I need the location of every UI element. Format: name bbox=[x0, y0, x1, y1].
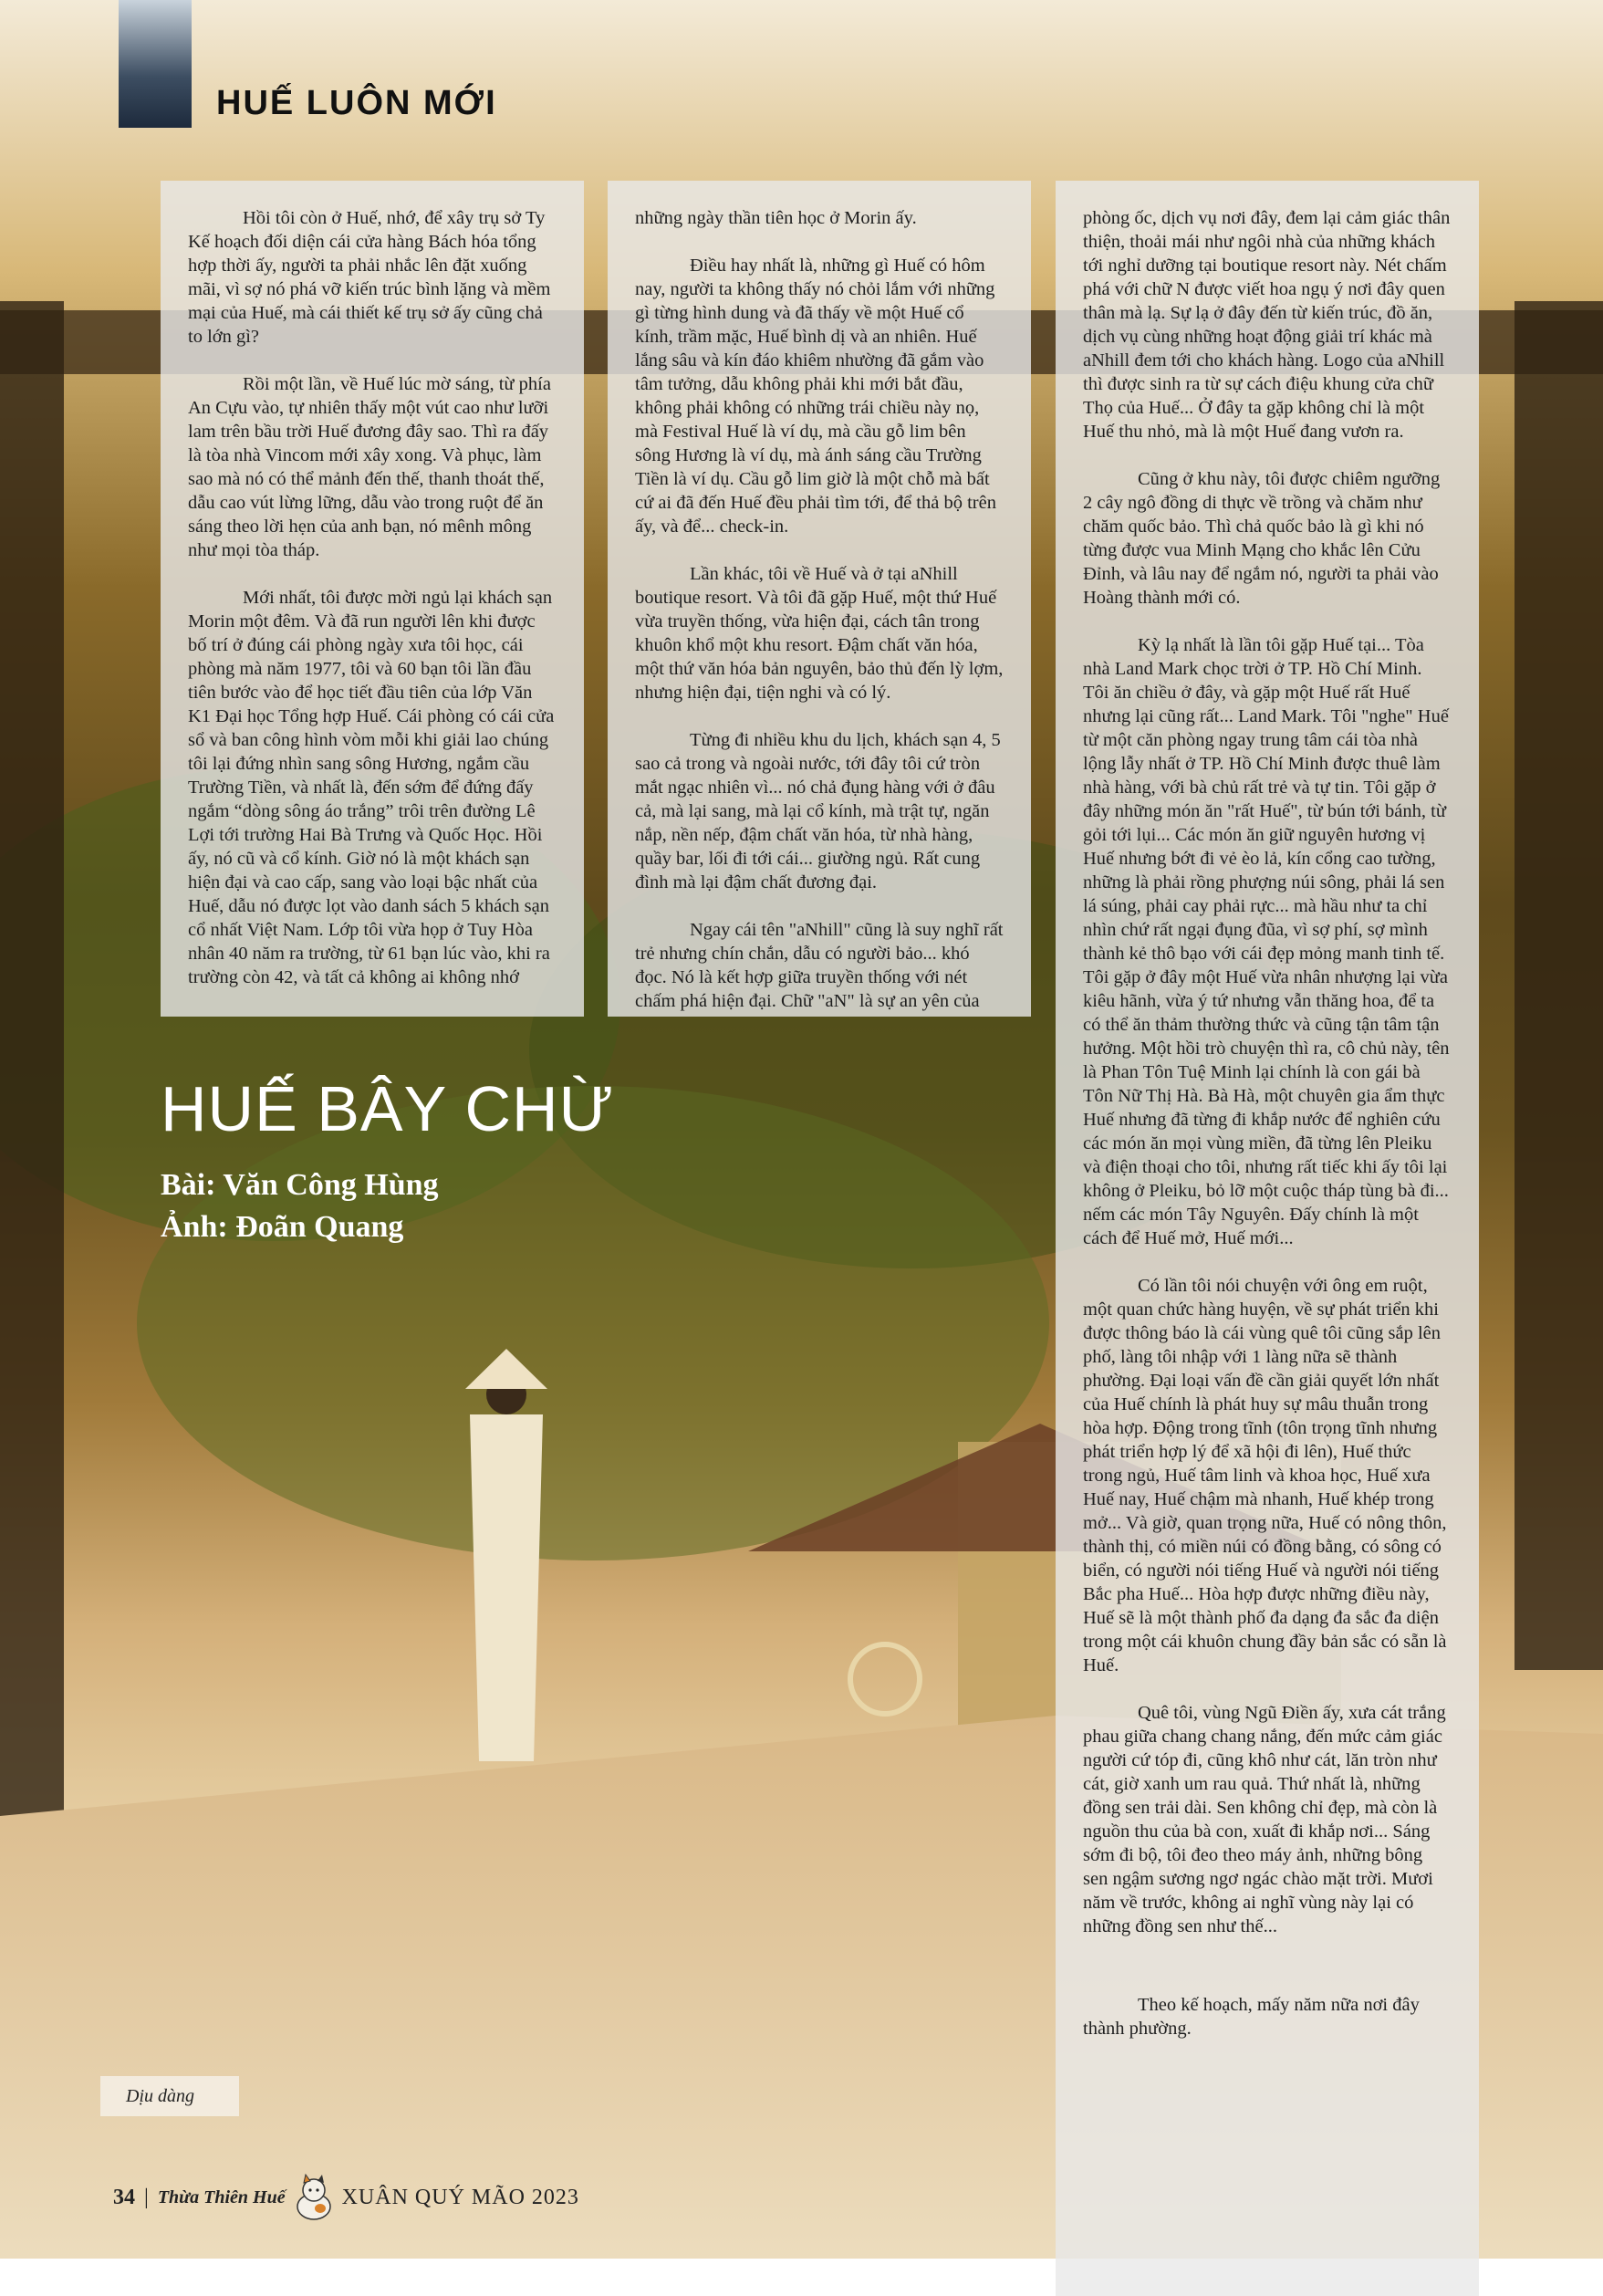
author-credit: Bài: Văn Công Hùng bbox=[161, 1168, 439, 1202]
text-column-1 bbox=[161, 181, 584, 1017]
article-title: HUẾ BÂY CHỪ bbox=[161, 1073, 615, 1144]
paragraph: Kỳ lạ nhất là lần tôi gặp Huế tại... Tòa nhà Land Mark chọc trời ở TP. Hồ Chí Minh. Tôi ăn chiều ở đây, và gặp một Huế rất Huế nhưng lại cũng rất... Land Mark. Tôi "nghe" Huế từ một căn phòng ngay trung tâm cái tòa nhà lộng lẫy nhất ở TP. Hồ Chí Minh được thuê làm nhà hàng, với bà chủ rất trẻ và tự tin. Tôi gặp ở đây những món ăn "rất Huế", từ bún tới bánh, từ gỏi tới lụi... Các món ăn giữ nguyên hương vị Huế nhưng bớt đi vẻ èo lả, kín cổng cao tường, những là phải rồng phượng núi sông, phải lá sen lá súng, phải cay phải rực... mà hầu như ta chỉ nhìn chứ rất ngại đụng đũa, vì sợ phí, sợ mình thành kẻ thô bạo với cái đẹp mỏng manh tinh tế. Tôi gặp ở đây một Huế vừa nhân nhượng lại vừa kiêu hãnh, vừa ý tứ nhưng vẫn thăng hoa, để ta có thể ăn thảm thường thức và cũng tận tâm tận hưởng. Một hồi trò chuyện thì ra, cô chủ này, tên là Phan Tôn Tuệ Minh lại chính là con gái bà Tôn Nữ Thị Hà. Bà Hà, một chuyên gia ẩm thực Huế nhưng đã từng đi khắp nước để nghiên cứu các món ăn mọi vùng miền, đã từng lên Pleiku và điện thoại cho tôi, nhưng rất tiếc khi ấy tôi lại không ở Pleiku, bỏ lỡ một cuộc tháp tùng bà đi... nếm các món Tây Nguyên. Đấy chính là một cách để Huế mở, Huế mới... bbox=[1083, 635, 1450, 1248]
footer-separator: | bbox=[144, 2185, 149, 2209]
woman-ao-dai bbox=[470, 1414, 543, 1761]
gate-pillar-right bbox=[1515, 301, 1603, 1670]
paragraph: Rồi một lần, về Huế lúc mờ sáng, từ phía An Cựu vào, tự nhiên thấy một vút cao như lưỡi lam trên bầu trời Huế đương đây sao. Thì ra đấy là tòa nhà Vincom mới xây xong. Và phục, làm sao mà nó có thể mảnh đến thế, thanh thoát thế, dẫu cao vút lừng lững, dẫu vào trong ruột để ăn sáng theo lời hẹn của anh bạn, nó mênh mông như mọi tòa tháp. bbox=[188, 374, 551, 560]
paragraph: những ngày thần tiên học ở Morin ấy. bbox=[635, 208, 917, 228]
paragraph: Lần khác, tôi về Huế và ở tại aNhill boutique resort. Và tôi đã gặp Huế, một thứ Huế vừa truyền thống, vừa hiện đại, cách tân trong khuôn khổ một khu resort. Đậm chất văn hóa, một thứ văn hóa bản nguyên, bảo thủ đến lỳ lợm, nhưng hiện đại, tiện nghi và có lý. bbox=[635, 564, 1004, 703]
text-column-3 bbox=[1056, 181, 1479, 2296]
photo-caption: Dịu dàng bbox=[100, 2076, 239, 2116]
gate-pillar-left bbox=[0, 301, 64, 1852]
page-number: 34 bbox=[113, 2185, 135, 2209]
paragraph: Điều hay nhất là, những gì Huế có hôm nay, người ta không thấy nó chỏi lắm với những gì từng hình dung và đã thấy về một Huế cổ kính, trầm mặc, Huế bình dị và an nhiên. Huế lắng sâu và kín đáo khiêm nhường đã gắm vào tâm tưởng, dẫu không phải khi mới bắt đầu, không phải không có những trái chiều này nọ, mà Festival Huế là ví dụ, mà cầu gỗ lim bên sông Hương là ví dụ, mà ánh sáng cầu Trường Tiền là ví dụ. Cầu gỗ lim giờ là một chỗ mà bất cứ ai đã đến Huế đều phải tìm tới, để thả bộ trên ấy, và để... check-in. bbox=[635, 256, 996, 537]
paragraph: Ngay cái tên "aNhill" cũng là suy nghĩ rất trẻ nhưng chín chắn, dẫu có người bảo... khó đọc. Nó là kết hợp giữa truyền thống với nét chấm phá hiện đại. Chữ "aN" là sự an yên của bbox=[635, 920, 1004, 1011]
paragraph: Cũng ở khu này, tôi được chiêm ngưỡng 2 cây ngô đồng di thực về trồng và chăm như chăm quốc bảo. Thì chả quốc bảo là gì khi nó từng được vua Minh Mạng cho khắc lên Cửu Đỉnh, và lâu nay để ngắm nó, người ta phải vào Hoàng thành mới có. bbox=[1083, 469, 1441, 608]
paragraph: Quê tôi, vùng Ngũ Điền ấy, xưa cát trắng phau giữa chang chang nắng, đến mức cảm giác người cứ tóp đi, cũng khô như cát, lăn tròn như cát, giờ xanh um rau quả. Thứ nhất là, những đồng sen trải dài. Sen không chỉ đẹp, mà còn là nguồn thu của bà con, xuất đi khắp nơi... Sáng sớm đi bộ, tôi đeo theo máy ảnh, những bông sen ngậm sương ngơ ngác chào mặt trời. Mươi năm về trước, không ai nghĩ vùng này lại có những đồng sen như thế... bbox=[1083, 1703, 1446, 1936]
paragraph: Mới nhất, tôi được mời ngủ lại khách sạn Morin một đêm. Và đã run người lên khi được bố trí ở đúng cái phòng ngày xưa tôi học, cái phòng mà năm 1977, tôi và 60 bạn tôi lần đầu tiên bước vào để học tiết đầu tiên của lớp Văn K1 Đại học Tổng hợp Huế. Cái phòng có cái cửa sổ và ban công hình vòm mỗi khi giải lao chúng tôi lại đứng nhìn sang sông Hương, ngắm cầu Trường Tiền, và nhất là, đến sớm để đứng đấy ngắm “dòng sông áo trắng” trôi trên đường Lê Lợi tới trường Hai Bà Trưng và Quốc Học. Hồi ấy, nó cũ và cổ kính. Giờ nó là một khách sạn hiện đại và cao cấp, sang vào loại bậc nhất của Huế, dẫu nó được lọt vào danh sách 5 khách sạn cổ nhất Việt Nam. Lớp tôi vừa họp ở Tuy Hòa nhân 40 năm ra trường, từ 61 bạn lúc vào, khi ra trường còn 42, và tất cả không ai không nhớ bbox=[188, 588, 555, 987]
round-window bbox=[850, 1644, 920, 1714]
magazine-name: Thừa Thiên Huế bbox=[157, 2186, 286, 2207]
photo-credit: Ảnh: Đoãn Quang bbox=[161, 1210, 404, 1244]
paragraph: phòng ốc, dịch vụ nơi đây, đem lại cảm giác thân thiện, thoải mái như ngôi nhà của những khách tới nghỉ dưỡng tại boutique resort này. Nét chấm phá với chữ N được viết hoa ngụ ý nơi đây quen thân mà lạ. Sự lạ ở đây đến từ kiến trúc, đồ ăn, dịch vụ cùng những hoạt động giải trí khác mà aNhill đem tới cho khách hàng. Logo của aNhill thì được sinh ra từ sự cách điệu khung cửa chữ Thọ của Huế... Ở đây ta gặp không chỉ là một Huế thu nhỏ, mà là một Huế đang vươn ra. bbox=[1083, 208, 1451, 442]
paragraph: Từng đi nhiều khu du lịch, khách sạn 4, 5 sao cả trong và ngoài nước, tới đây tôi cứ tròn mắt ngạc nhiên vì... nó chả đụng hàng với ở đâu cả, mà lại sang, mà lại cổ kính, mà trật tự, ngăn nắp, nền nếp, đậm chất văn hóa, từ nhà hàng, quầy bar, lối đi tới cái... giường ngủ. Rất cung đình mà lại đậm chất đương đại. bbox=[635, 730, 1001, 892]
paragraph: Có lần tôi nói chuyện với ông em ruột, một quan chức hàng huyện, về sự phát triển khi được thông báo là cái vùng quê tôi cũng sắp lên phố, làng tôi nhập với 1 làng nữa sẽ thành phường. Đại loại vấn đề cần giải quyết lớn nhất của Huế chính là phát huy sự mâu thuẫn trong hòa hợp. Động trong tĩnh (tôn trọng tĩnh nhưng phát triển hợp lý để xã hội đi lên), Huế thức trong ngủ, Huế tâm linh và khoa học, Huế xưa Huế nay, Huế chậm mà nhanh, Huế khép trong mở... Và giờ, quan trọng nữa, Huế có nông thôn, thành thị, có miền núi có đồng bằng, có sông có biển, có người nói tiếng Huế và người nói tiếng Bắc pha Huế... Hòa hợp được những điều này, Huế sẽ là một thành phố đa dạng đa sắc đa diện trong một cái khuôn chung đầy bản sắc có sẵn là Huế. bbox=[1083, 1276, 1447, 1675]
paragraph: Hồi tôi còn ở Huế, nhớ, để xây trụ sở Ty Kế hoạch đối diện cái cửa hàng Bách hóa tổng hợp thời ấy, người ta phải nhắc lên đặt xuống mãi, vì sợ nó phá vỡ kiến trúc bình lặng và mềm mại của Huế, mà cái thiết kế trụ sở ấy cũng chả to lớn gì? bbox=[188, 208, 551, 347]
section-title: HUẾ LUÔN MỚI bbox=[216, 84, 497, 122]
issue-label: XUÂN QUÝ MÃO 2023 bbox=[341, 2185, 579, 2209]
page-footer bbox=[113, 2179, 579, 2216]
text-column-2 bbox=[608, 181, 1031, 1017]
section-color-bar bbox=[119, 0, 192, 128]
cat-mascot-icon bbox=[293, 2174, 335, 2221]
paragraph: Theo kế hoạch, mấy năm nữa nơi đây thành phường. bbox=[1083, 1995, 1420, 2039]
article-heading bbox=[161, 1073, 615, 1248]
